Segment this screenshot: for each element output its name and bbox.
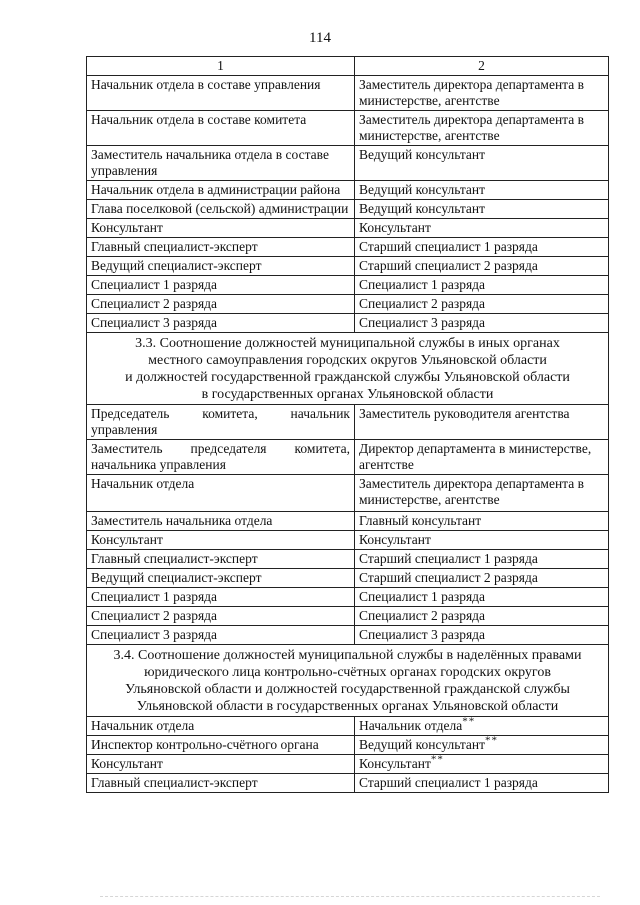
table-row <box>87 111 609 146</box>
table-row <box>87 295 609 314</box>
section-heading-row <box>87 333 609 405</box>
state-position-text: Ведущий консультант <box>359 737 486 752</box>
table-row <box>87 774 609 793</box>
municipal-position: Специалист 1 разряда <box>87 588 355 607</box>
table-row <box>87 146 609 181</box>
table-row <box>87 76 609 111</box>
state-position: Специалист 3 разряда <box>355 314 609 333</box>
table-row <box>87 276 609 295</box>
state-position <box>355 755 609 774</box>
table-row <box>87 475 609 512</box>
state-position: Заместитель директора департамента в министерстве, агентстве <box>355 76 609 111</box>
state-position: Специалист 1 разряда <box>355 276 609 295</box>
municipal-position: Главный специалист-эксперт <box>87 550 355 569</box>
state-position <box>355 774 609 793</box>
municipal-position: Заместитель начальника отдела <box>87 512 355 531</box>
municipal-position: Специалист 3 разряда <box>87 314 355 333</box>
table-row <box>87 200 609 219</box>
table-row <box>87 550 609 569</box>
scan-edge-artifact <box>100 896 600 901</box>
table-row <box>87 257 609 276</box>
state-position-text: Консультант <box>359 756 431 771</box>
section-heading-line: 3.3. Соотношение должностей муниципальной службы в иных органах <box>135 336 560 351</box>
table-row <box>87 531 609 550</box>
state-position: Старший специалист 1 разряда <box>355 550 609 569</box>
state-position: Ведущий консультант <box>355 181 609 200</box>
table-row <box>87 588 609 607</box>
page-number: 114 <box>309 30 331 46</box>
footnote-mark: ** <box>462 715 476 728</box>
municipal-position: Консультант <box>87 531 355 550</box>
state-position: Старший специалист 2 разряда <box>355 257 609 276</box>
municipal-position: Заместитель начальника отдела в составе управления <box>87 146 355 181</box>
footnote-mark: ** <box>430 753 444 766</box>
state-position <box>355 717 609 736</box>
state-position: Консультант <box>355 219 609 238</box>
state-position: Специалист 3 разряда <box>355 626 609 645</box>
table-row <box>87 569 609 588</box>
state-position: Старший специалист 1 разряда <box>355 238 609 257</box>
table-row <box>87 238 609 257</box>
table-row <box>87 440 609 475</box>
section-heading-line: Ульяновской области и должностей государственной гражданской службы <box>125 682 570 697</box>
municipal-position: Инспектор контрольно-счётного органа <box>87 736 355 755</box>
state-position <box>355 736 609 755</box>
section-heading-line: местного самоуправления городских округов Ульяновской области <box>148 353 547 368</box>
municipal-position: Специалист 2 разряда <box>87 295 355 314</box>
table-row <box>87 219 609 238</box>
municipal-position: Председатель комитета, начальник управления <box>87 405 355 440</box>
municipal-position: Специалист 2 разряда <box>87 607 355 626</box>
table-header-row <box>87 57 609 76</box>
table-row <box>87 512 609 531</box>
municipal-position: Главный специалист-эксперт <box>87 238 355 257</box>
footnote-mark: ** <box>485 734 499 747</box>
state-position: Заместитель директора департамента в министерстве, агентстве <box>355 111 609 146</box>
municipal-position: Специалист 1 разряда <box>87 276 355 295</box>
municipal-position: Ведущий специалист-эксперт <box>87 569 355 588</box>
table-row <box>87 314 609 333</box>
state-position: Заместитель директора департамента в министерстве, агентстве <box>355 475 609 512</box>
state-position: Специалист 2 разряда <box>355 607 609 626</box>
municipal-position: Консультант <box>87 755 355 774</box>
state-position: Ведущий консультант <box>355 200 609 219</box>
municipal-position: Начальник отдела <box>87 717 355 736</box>
municipal-position: Начальник отдела в составе управления <box>87 76 355 111</box>
table-row <box>87 755 609 774</box>
municipal-position: Начальник отдела <box>87 475 355 512</box>
state-position-text: Старший специалист 1 разряда <box>359 775 538 790</box>
state-position: Главный консультант <box>355 512 609 531</box>
municipal-position: Консультант <box>87 219 355 238</box>
state-position: Специалист 1 разряда <box>355 588 609 607</box>
state-position: Ведущий консультант <box>355 146 609 181</box>
state-position-text: Начальник отдела <box>359 718 463 733</box>
column-header-2: 2 <box>355 57 609 76</box>
section-heading-line: Ульяновской области в государственных органах Ульяновской области <box>136 699 559 714</box>
state-position: Специалист 2 разряда <box>355 295 609 314</box>
municipal-position: Заместитель председателя комитета, начальника управления <box>87 440 355 475</box>
section-heading-row <box>87 645 609 717</box>
section-heading-line: в государственных органах Ульяновской области <box>201 387 494 402</box>
section-heading-3-3 <box>87 333 609 405</box>
table-row <box>87 626 609 645</box>
table-row <box>87 717 609 736</box>
municipal-position: Начальник отдела в составе комитета <box>87 111 355 146</box>
position-correspondence-table <box>86 56 609 793</box>
section-heading-3-4 <box>87 645 609 717</box>
state-position: Заместитель руководителя агентства <box>355 405 609 440</box>
state-position: Директор департамента в министерстве, агентстве <box>355 440 609 475</box>
column-header-1: 1 <box>87 57 355 76</box>
municipal-position: Главный специалист-эксперт <box>87 774 355 793</box>
municipal-position: Начальник отдела в администрации района <box>87 181 355 200</box>
section-heading-line: и должностей государственной гражданской службы Ульяновской области <box>125 370 570 385</box>
section-heading-line: юридического лица контрольно-счётных органах городских округов <box>144 665 551 680</box>
table-row <box>87 736 609 755</box>
table-row <box>87 181 609 200</box>
section-heading-line: 3.4. Соотношение должностей муниципальной службы в наделённых правами <box>113 648 582 663</box>
municipal-position: Специалист 3 разряда <box>87 626 355 645</box>
state-position: Консультант <box>355 531 609 550</box>
municipal-position: Ведущий специалист-эксперт <box>87 257 355 276</box>
table-row <box>87 607 609 626</box>
table-row <box>87 405 609 440</box>
state-position: Старший специалист 2 разряда <box>355 569 609 588</box>
municipal-position: Глава поселковой (сельской) администрации <box>87 200 355 219</box>
